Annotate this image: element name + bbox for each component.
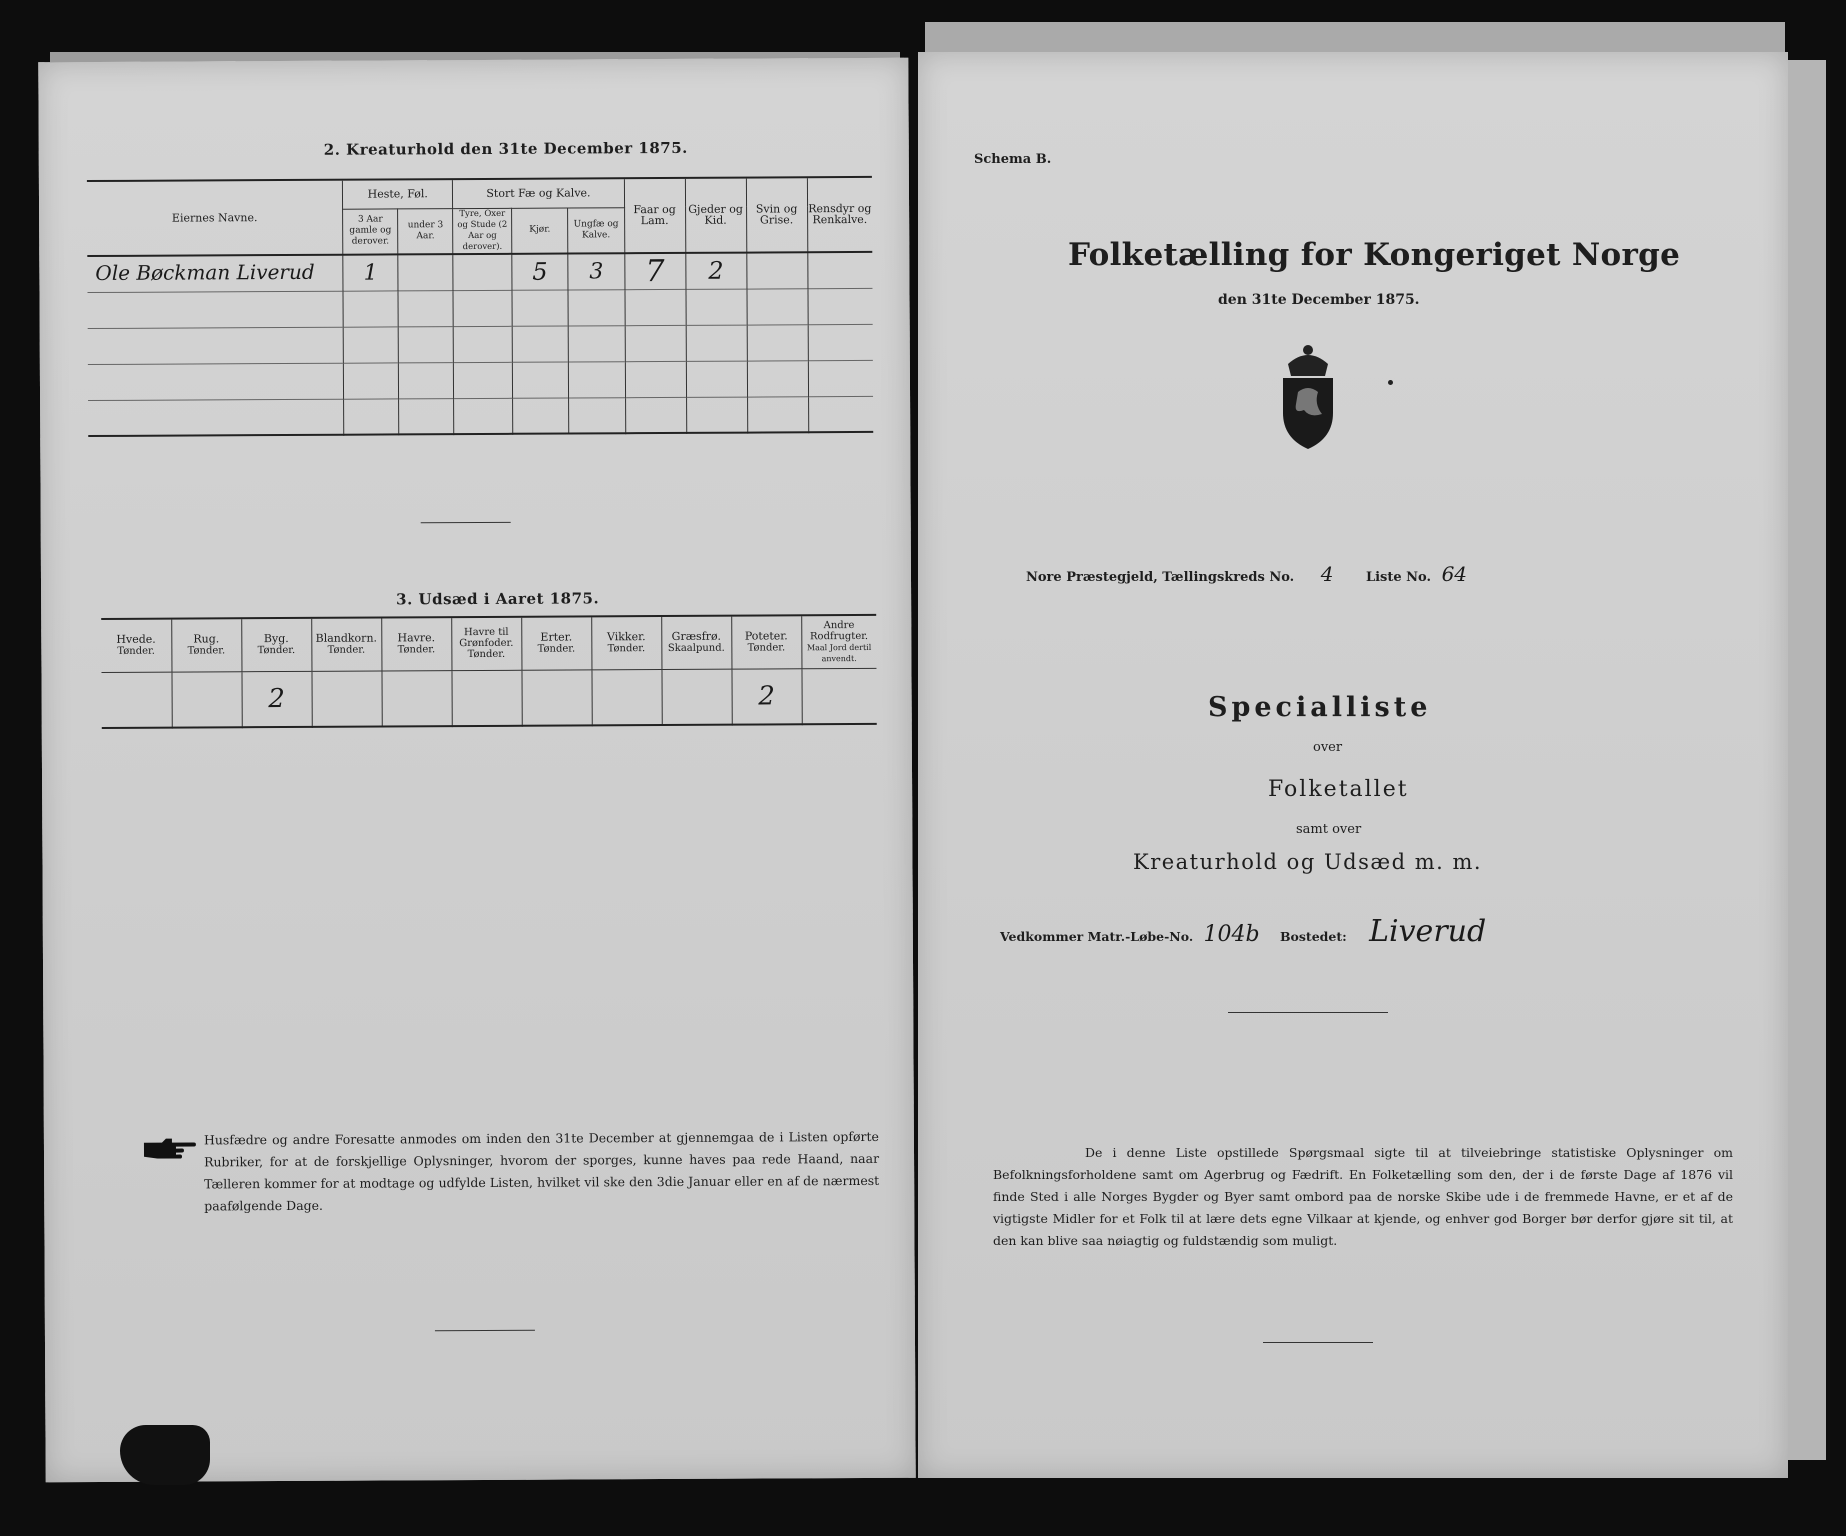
livestock-table: [87, 178, 873, 437]
heste-a-value: 1: [363, 260, 378, 286]
faar-header: Faar og Lam.: [624, 179, 685, 253]
stortfae-a-header: Tyre, Oxer og Stude (2 Aar og derover).: [453, 208, 512, 254]
heste-b-header: under 3 Aar.: [398, 208, 453, 254]
andre-unit: Maal Jord dertil anvendt.: [806, 642, 872, 663]
ungfae-value: 3: [589, 258, 604, 284]
owner-header: Eiernes Navne.: [87, 181, 343, 256]
over-text-1: over: [1313, 740, 1343, 755]
graesfro-header: Græsfrø.: [671, 629, 721, 644]
district-prefix: Nore Præstegjeld, Tællingskreds No.: [1026, 570, 1295, 585]
heste-a-header: 3 Aar gamle og derover.: [343, 208, 398, 254]
svin-header: Svin og Grise.: [746, 178, 807, 252]
ink-smudge: [120, 1425, 210, 1485]
folketallet-heading: Folketallet: [1268, 777, 1409, 802]
erter-unit: Tønder.: [537, 643, 576, 655]
left-page: [38, 58, 915, 1483]
hvede-unit: Tønder.: [117, 645, 155, 658]
andre-header: Andre Rodfrugter.: [809, 619, 869, 643]
owner-name: Ole Bøckman Liverud: [95, 259, 315, 285]
havre-gron-header: Havre til Grønfoder.: [459, 627, 514, 650]
seed-table: [101, 616, 877, 729]
left-instruction-note: Husfædre og andre Foresatte anmodes om inden den 31te December at gjennemgaa de i Listen opførte Rubriker, for at de forskjellige Oplysninger, hvorom der sporges, kunne haves paa rede Haand, naar Tælleren kommer for at modtage og udfylde Listen, hvilket vil ske den 3die Januar eller en af de nærmest paafølgende Dage.: [203, 1128, 880, 1214]
kreaturhold-heading: Kreaturhold og Udsæd m. m.: [1133, 850, 1483, 874]
byg-value: 2: [268, 683, 285, 714]
poteter-unit: Tønder.: [747, 642, 786, 654]
matr-value: 104b: [1203, 922, 1260, 947]
dot-mark: [1388, 380, 1393, 385]
specialliste-heading: Specialliste: [1208, 692, 1432, 723]
rug-unit: Tønder.: [187, 645, 226, 657]
blandkorn-header: Blandkorn.: [315, 631, 378, 646]
district-line: [1026, 562, 1467, 586]
pointing-hand-icon: [142, 1136, 196, 1158]
page-edge-right-top: [925, 22, 1785, 52]
stortfae-header: Stort Fæ og Kalve.: [453, 179, 624, 208]
gjeder-header: Gjeder og Kid.: [685, 179, 746, 253]
havre-unit: Tønder.: [397, 644, 436, 656]
matr-label: Vedkommer Matr.-Løbe-No.: [1000, 929, 1194, 944]
matr-line: [1000, 914, 1486, 949]
bosted-label: Bostedet:: [1279, 929, 1347, 944]
byg-unit: Tønder.: [257, 645, 296, 657]
blandkorn-unit: Tønder.: [327, 644, 366, 657]
kjor-value: 5: [532, 257, 548, 286]
table-row-owner: [87, 254, 343, 292]
poteter-value: 2: [758, 681, 775, 712]
section3-title: 3. Udsæd i Aaret 1875.: [396, 589, 600, 609]
gjeder-value: 2: [708, 256, 724, 285]
separator-1: [421, 522, 511, 523]
census-date: den 31te December 1875.: [1218, 292, 1420, 308]
graesfro-unit: Skaalpund.: [667, 642, 725, 655]
ungfae-header: Ungfæ og Kalve.: [568, 207, 625, 253]
page-edge-right: [1786, 60, 1826, 1460]
kjor-header: Kjør.: [512, 208, 569, 254]
separator-2: [435, 1330, 535, 1332]
separator-4: [1263, 1342, 1373, 1343]
vikker-unit: Tønder.: [607, 643, 646, 655]
vikker-header: Vikker.: [606, 630, 646, 644]
rug-header: Rug.: [193, 632, 220, 646]
rensdyr-header: Rensdyr og Renkalve.: [807, 178, 872, 252]
census-title: Folketælling for Kongeriget Norge: [1068, 237, 1681, 273]
heste-header: Heste, Føl.: [343, 180, 453, 209]
liste-label: Liste No.: [1365, 570, 1432, 585]
bleed-through-left: [42, 362, 87, 1262]
poteter-header: Poteter.: [744, 629, 788, 643]
bosted-value: Liverud: [1369, 914, 1487, 949]
byg-header: Byg.: [263, 632, 289, 646]
section2-title: 2. Kreaturhold den 31te December 1875.: [323, 138, 688, 159]
kreds-no: 4: [1320, 562, 1334, 586]
faar-value: 7: [645, 253, 665, 289]
right-page: [918, 52, 1788, 1478]
erter-header: Erter.: [540, 630, 573, 644]
norway-coat-of-arms-icon: [1273, 342, 1343, 452]
separator-3: [1228, 1012, 1388, 1013]
liste-no: 64: [1441, 562, 1468, 586]
havre-header: Havre.: [397, 631, 436, 645]
schema-label: Schema B.: [974, 152, 1052, 167]
havre-gron-unit: Tønder.: [467, 649, 506, 661]
hvede-header: Hvede.: [116, 632, 156, 647]
samt-over-text: samt over: [1296, 822, 1362, 837]
right-explanatory-note: De i denne Liste opstillede Spørgsmaal sigte til at tilveiebringe statistiske Oplysninger om Befolkningsforholdene samt om Agerbrug og Fædrift. En Folketælling som den, der i de første Dage af 1876 vil finde Sted i alle Norges Bygder og Byer samt ombord paa de norske Skibe ude i de fremmede Havne, er et af de vigtigste Midler for et Folk til at lære dets egne Vilkaar at kjende, og enhver god Borger bør derfor gjøre sit til, at den kan blive saa nøiagtig og fuldstændig som muligt.: [993, 1145, 1733, 1248]
